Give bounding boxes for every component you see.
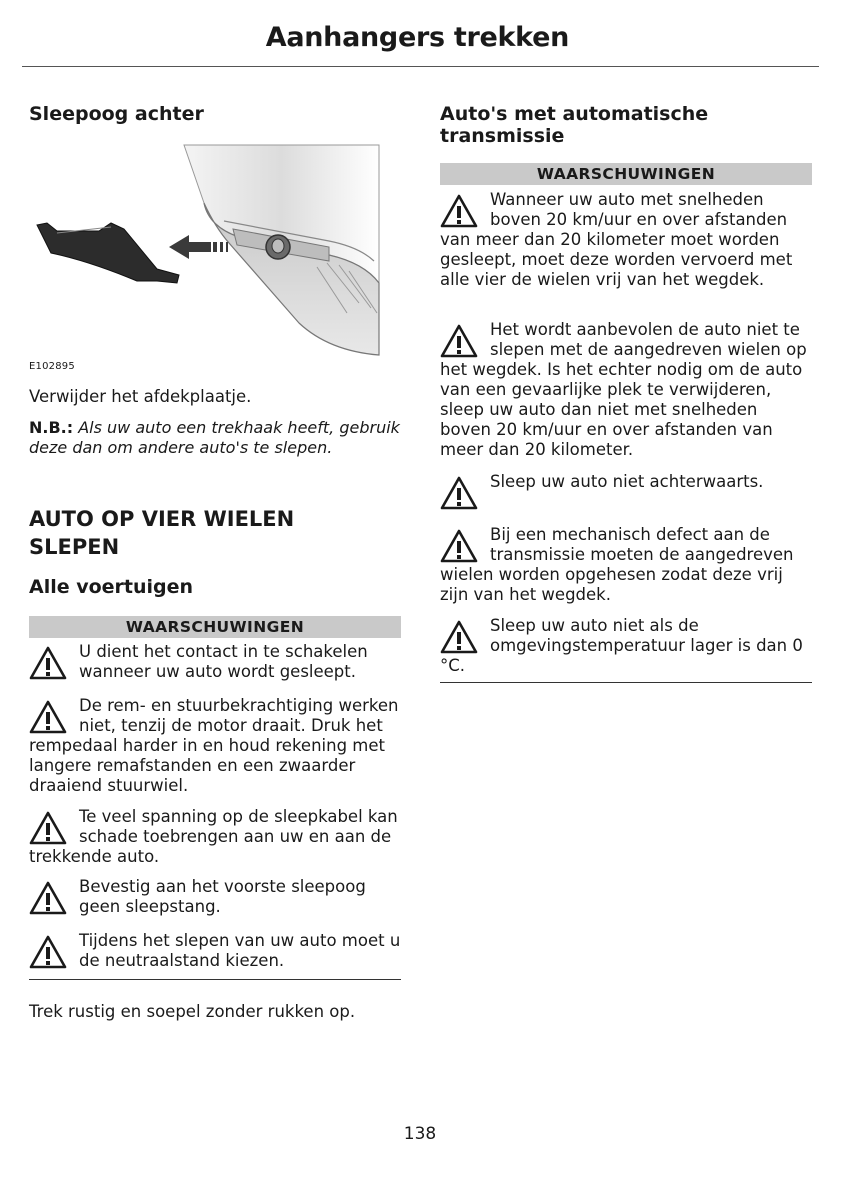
note xyxy=(29,418,401,458)
remove-cover-text: Verwijder het afdekplaatje. xyxy=(29,387,252,406)
heading-alle-voertuigen: Alle voertuigen xyxy=(29,576,194,598)
warning-triangle-icon xyxy=(29,935,67,969)
warning-triangle-icon xyxy=(440,476,478,510)
warning-triangle-icon xyxy=(440,529,478,563)
warning-item xyxy=(29,696,401,796)
warning-item xyxy=(440,616,812,676)
heading-sleepoog-achter: Sleepoog achter xyxy=(29,103,204,125)
heading-automatic-transmission xyxy=(440,103,708,147)
note-label: N.B.: xyxy=(29,418,74,437)
arrow-left-icon xyxy=(169,235,228,259)
section-title xyxy=(29,505,294,561)
warning-text: Sleep uw auto niet als de omgevingstemperatuur lager is dan 0 °C. xyxy=(440,616,803,675)
warning-item xyxy=(440,525,812,605)
header-divider xyxy=(22,66,819,67)
warning-text: Te veel spanning op de sleepkabel kan schade toebrengen aan uw en aan de trekkende auto. xyxy=(29,807,398,866)
warning-triangle-icon xyxy=(440,620,478,654)
warning-item xyxy=(440,320,812,460)
warning-item xyxy=(29,807,401,867)
warning-item xyxy=(29,642,401,682)
heading-line2: transmissie xyxy=(440,125,565,147)
warning-triangle-icon xyxy=(440,194,478,228)
warning-item xyxy=(440,472,812,510)
warning-item xyxy=(29,877,401,917)
warning-item xyxy=(29,931,401,971)
figure-code: E102895 xyxy=(29,361,75,372)
warnings-header: WAARSCHUWINGEN xyxy=(29,616,401,638)
section-title-line1: AUTO OP VIER WIELEN xyxy=(29,507,295,531)
warnings-header: WAARSCHUWINGEN xyxy=(440,163,812,185)
warning-triangle-icon xyxy=(29,700,67,734)
warning-triangle-icon xyxy=(29,881,67,915)
warning-text: Wanneer uw auto met snelheden boven 20 km/uur en over afstanden van meer dan 20 kilometer moet worden gesleept, moet deze worden vervoerd met alle vier de wielen vrij van het wegdek. xyxy=(440,190,793,289)
warning-text: De rem- en stuurbekrachtiging werken niet, tenzij de motor draait. Druk het rempedaal harder in en houd rekening met langere remafstanden en een zwaarder draaiend stuurwiel. xyxy=(29,696,399,795)
warning-text: Bij een mechanisch defect aan de transmissie moeten de aangedreven wielen worden opgehesen zodat deze vrij zijn van het wegdek. xyxy=(440,525,794,604)
warning-text: U dient het contact in te schakelen wanneer uw auto wordt gesleept. xyxy=(79,642,368,681)
warning-text: Het wordt aanbevolen de auto niet te slepen met de aangedreven wielen op het wegdek. Is het echter nodig om de auto van een gevaarlijke plek te verwijderen, sleep uw auto dan niet met snelheden boven 20 km/uur en over afstanden van meer dan 20 kilometer. xyxy=(440,320,807,459)
warning-triangle-icon xyxy=(440,324,478,358)
page-number: 138 xyxy=(403,1124,437,1144)
closing-text: Trek rustig en soepel zonder rukken op. xyxy=(29,1002,356,1021)
tow-eye-cover-illustration xyxy=(29,143,389,358)
heading-line1: Auto's met automatische xyxy=(440,103,709,125)
warning-text: Sleep uw auto niet achterwaarts. xyxy=(490,472,764,491)
warning-text: Tijdens het slepen van uw auto moet u de neutraalstand kiezen. xyxy=(79,931,401,970)
note-text: Als uw auto een trekhaak heeft, gebruik deze dan om andere auto's te slepen. xyxy=(29,418,400,457)
warnings-end-rule xyxy=(440,682,812,683)
page-title: Aanhangers trekken xyxy=(265,22,569,53)
section-title-line2: SLEPEN xyxy=(29,535,120,559)
warning-triangle-icon xyxy=(29,646,67,680)
warning-triangle-icon xyxy=(29,811,67,845)
warnings-end-rule xyxy=(29,979,401,980)
warning-item xyxy=(440,190,812,290)
warning-text: Bevestig aan het voorste sleepoog geen sleepstang. xyxy=(79,877,366,916)
